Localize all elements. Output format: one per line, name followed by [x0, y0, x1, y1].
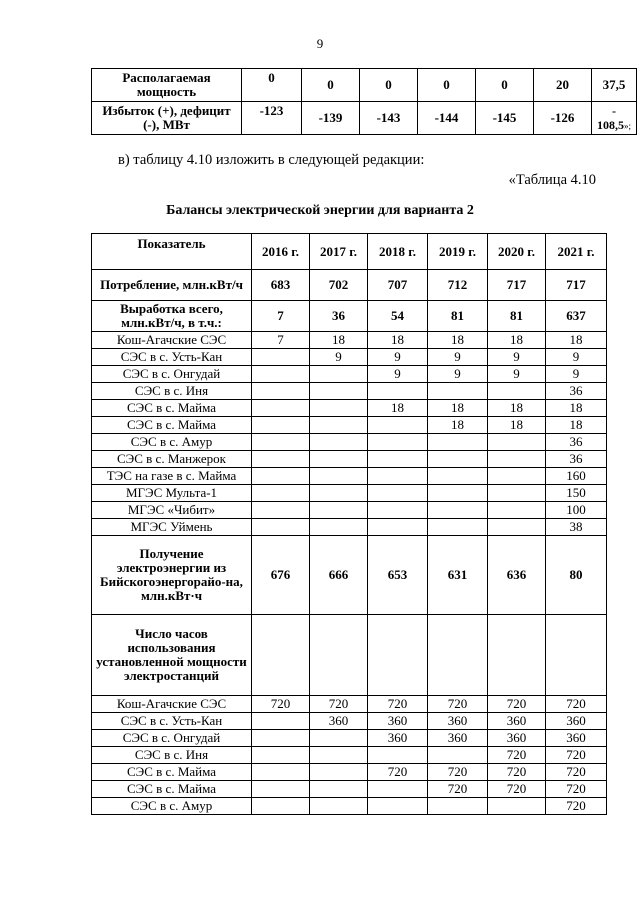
cell: - 108,5»; — [592, 102, 637, 135]
row-label: ТЭС на газе в с. Майма — [92, 468, 252, 485]
row-label: СЭС в с. Онгудай — [92, 366, 252, 383]
cell: 18 — [368, 400, 428, 417]
table-number: «Таблица 4.10 — [508, 172, 596, 188]
row-label: Выработка всего, млн.кВт/ч, в т.ч.: — [92, 301, 252, 332]
table-row — [92, 301, 607, 332]
cell — [488, 615, 546, 696]
cell: 720 — [546, 764, 607, 781]
cell — [310, 615, 368, 696]
cell — [428, 798, 488, 815]
cell — [310, 383, 368, 400]
cell — [252, 502, 310, 519]
cell — [368, 615, 428, 696]
cell: 360 — [428, 713, 488, 730]
cell: -145 — [476, 102, 534, 135]
cell — [428, 485, 488, 502]
cell: 0 — [360, 69, 418, 102]
cell: 636 — [488, 536, 546, 615]
row-label: СЭС в с. Усть-Кан — [92, 713, 252, 730]
cell — [310, 400, 368, 417]
table-row — [92, 102, 637, 135]
cell — [592, 69, 637, 102]
cell-value-tail: 108,5 — [596, 118, 624, 132]
row-label: СЭС в с. Амур — [92, 798, 252, 815]
row-label: Располагаемая мощность — [92, 69, 242, 102]
table-header-row — [92, 234, 607, 270]
table-row — [92, 366, 607, 383]
row-label: СЭС в с. Иня — [92, 747, 252, 764]
row-label: Получение электроэнергии из Бийскогоэнергорайо-на, млн.кВт·ч — [92, 536, 252, 615]
row-label: Избыток (+), дефицит (-), МВт — [92, 102, 242, 135]
cell — [252, 349, 310, 366]
table-row — [92, 713, 607, 730]
cell: 720 — [488, 747, 546, 764]
amendment-text: в) таблицу 4.10 изложить в следующей редакции: — [118, 152, 425, 168]
row-label: Кош-Агачские СЭС — [92, 332, 252, 349]
table-row — [92, 781, 607, 798]
table-row — [92, 468, 607, 485]
cell: 683 — [252, 270, 310, 301]
table-row — [92, 536, 607, 615]
table-row — [92, 434, 607, 451]
cell: 9 — [428, 366, 488, 383]
row-label: СЭС в с. Иня — [92, 383, 252, 400]
cell — [310, 468, 368, 485]
cell — [252, 764, 310, 781]
cell — [252, 798, 310, 815]
column-header-year: 2021 г. — [546, 234, 607, 270]
cell — [252, 400, 310, 417]
cell — [252, 485, 310, 502]
cell: -139 — [302, 102, 360, 135]
cell — [488, 451, 546, 468]
row-label: СЭС в с. Онгудай — [92, 730, 252, 747]
cell: 720 — [488, 764, 546, 781]
cell: 712 — [428, 270, 488, 301]
cell — [428, 519, 488, 536]
cell: 38 — [546, 519, 607, 536]
cell — [310, 502, 368, 519]
cell: 9 — [368, 349, 428, 366]
cell — [310, 417, 368, 434]
column-header-year: 2018 г. — [368, 234, 428, 270]
cell — [310, 798, 368, 815]
cell: 0 — [242, 69, 302, 102]
cell — [488, 502, 546, 519]
cell: 720 — [368, 696, 428, 713]
cell: 9 — [488, 349, 546, 366]
cell — [368, 383, 428, 400]
row-label: СЭС в с. Манжерок — [92, 451, 252, 468]
cell: 720 — [546, 696, 607, 713]
cell: 18 — [488, 417, 546, 434]
cell — [252, 451, 310, 468]
cell — [488, 798, 546, 815]
cell: 0 — [302, 69, 360, 102]
cell: 20 — [534, 69, 592, 102]
table-row — [92, 383, 607, 400]
column-header-year: 2019 г. — [428, 234, 488, 270]
cell: 80 — [546, 536, 607, 615]
cell: 360 — [368, 713, 428, 730]
cell — [488, 519, 546, 536]
cell: 18 — [488, 400, 546, 417]
row-label: СЭС в с. Майма — [92, 764, 252, 781]
cell: 653 — [368, 536, 428, 615]
cell: 360 — [488, 713, 546, 730]
cell — [428, 747, 488, 764]
cell — [310, 747, 368, 764]
cell: -123 — [242, 102, 302, 135]
cell — [428, 451, 488, 468]
table-row — [92, 69, 637, 102]
cell: 676 — [252, 536, 310, 615]
table-row — [92, 400, 607, 417]
cell: 720 — [428, 764, 488, 781]
cell: 7 — [252, 332, 310, 349]
row-label: МГЭС Мульта-1 — [92, 485, 252, 502]
cell — [310, 730, 368, 747]
cell-value: 37,5 — [602, 77, 626, 92]
cell: 720 — [546, 747, 607, 764]
cell — [368, 781, 428, 798]
cell — [368, 519, 428, 536]
cell: 7 — [252, 301, 310, 332]
cell — [252, 615, 310, 696]
row-label: МГЭС Уймень — [92, 519, 252, 536]
cell — [368, 434, 428, 451]
cell: 9 — [428, 349, 488, 366]
cell — [252, 434, 310, 451]
cell — [252, 781, 310, 798]
table-row — [92, 332, 607, 349]
cell: 36 — [546, 383, 607, 400]
cell — [252, 713, 310, 730]
cell: 0 — [418, 69, 476, 102]
table-row — [92, 696, 607, 713]
cell: 702 — [310, 270, 368, 301]
table-row — [92, 747, 607, 764]
column-header-year: 2016 г. — [252, 234, 310, 270]
cell — [368, 747, 428, 764]
cell: 666 — [310, 536, 368, 615]
cell: 9 — [368, 366, 428, 383]
cell — [252, 519, 310, 536]
cell: 36 — [310, 301, 368, 332]
row-label: СЭС в с. Майма — [92, 781, 252, 798]
cell — [310, 485, 368, 502]
cell: 18 — [546, 400, 607, 417]
cell — [428, 502, 488, 519]
cell — [252, 383, 310, 400]
energy-balance-table — [91, 233, 607, 815]
cell — [310, 451, 368, 468]
table-row — [92, 417, 607, 434]
cell: 9 — [310, 349, 368, 366]
cell: 720 — [428, 696, 488, 713]
page-number: 9 — [316, 36, 324, 51]
row-label: Потребление, млн.кВт/ч — [92, 270, 252, 301]
row-label: Число часов использования установленной мощности электростанций — [92, 615, 252, 696]
cell: 36 — [546, 434, 607, 451]
cell: 631 — [428, 536, 488, 615]
cell: 9 — [546, 349, 607, 366]
cell: 160 — [546, 468, 607, 485]
cell: 720 — [546, 781, 607, 798]
cell — [252, 366, 310, 383]
cell: 100 — [546, 502, 607, 519]
cell: 150 — [546, 485, 607, 502]
cell — [310, 519, 368, 536]
cell: 81 — [488, 301, 546, 332]
column-header-indicator: Показатель — [92, 234, 252, 270]
cell: 360 — [368, 730, 428, 747]
cell: 18 — [310, 332, 368, 349]
table-row — [92, 485, 607, 502]
cell: 720 — [368, 764, 428, 781]
cell — [488, 383, 546, 400]
table-row — [92, 502, 607, 519]
cell: -143 — [360, 102, 418, 135]
table-row — [92, 730, 607, 747]
cell: 18 — [428, 332, 488, 349]
cell: 707 — [368, 270, 428, 301]
cell: 720 — [252, 696, 310, 713]
cell: 720 — [428, 781, 488, 798]
cell: 81 — [428, 301, 488, 332]
column-header-year: 2017 г. — [310, 234, 368, 270]
cell: 360 — [546, 713, 607, 730]
cell: 18 — [546, 332, 607, 349]
power-balance-continuation-table — [91, 68, 637, 135]
cell: 18 — [428, 417, 488, 434]
cell — [488, 485, 546, 502]
cell: 18 — [428, 400, 488, 417]
cell — [310, 781, 368, 798]
cell: 18 — [546, 417, 607, 434]
cell: 717 — [488, 270, 546, 301]
cell: -126 — [534, 102, 592, 135]
cell — [368, 451, 428, 468]
cell — [428, 615, 488, 696]
cell: 360 — [488, 730, 546, 747]
table-row — [92, 451, 607, 468]
cell: 9 — [488, 366, 546, 383]
table-title: Балансы электрической энергии для варианта 2 — [166, 203, 474, 218]
cell: -144 — [418, 102, 476, 135]
cell — [368, 485, 428, 502]
cell — [310, 434, 368, 451]
cell: 360 — [310, 713, 368, 730]
cell: 360 — [428, 730, 488, 747]
row-label: МГЭС «Чибит» — [92, 502, 252, 519]
cell — [428, 468, 488, 485]
cell: 0 — [476, 69, 534, 102]
cell — [428, 383, 488, 400]
cell — [488, 468, 546, 485]
cell — [488, 434, 546, 451]
cell — [252, 747, 310, 764]
cell: 9 — [546, 366, 607, 383]
cell — [368, 502, 428, 519]
cell — [252, 730, 310, 747]
table-row — [92, 270, 607, 301]
cell: 720 — [488, 696, 546, 713]
table-row — [92, 764, 607, 781]
cell — [310, 764, 368, 781]
closing-quote: »; — [623, 121, 631, 131]
cell: 54 — [368, 301, 428, 332]
cell — [368, 468, 428, 485]
cell: 36 — [546, 451, 607, 468]
cell — [252, 468, 310, 485]
cell: 720 — [546, 798, 607, 815]
cell — [252, 417, 310, 434]
cell: 717 — [546, 270, 607, 301]
cell: 720 — [310, 696, 368, 713]
cell — [546, 615, 607, 696]
row-label: СЭС в с. Майма — [92, 400, 252, 417]
row-label: СЭС в с. Амур — [92, 434, 252, 451]
table-row — [92, 615, 607, 696]
cell: 720 — [488, 781, 546, 798]
column-header-year: 2020 г. — [488, 234, 546, 270]
cell — [368, 417, 428, 434]
cell: 637 — [546, 301, 607, 332]
row-label: Кош-Агачские СЭС — [92, 696, 252, 713]
cell: 18 — [368, 332, 428, 349]
row-label: СЭС в с. Майма — [92, 417, 252, 434]
cell — [428, 434, 488, 451]
cell — [310, 366, 368, 383]
cell: 360 — [546, 730, 607, 747]
table-row — [92, 349, 607, 366]
table-row — [92, 519, 607, 536]
table-row — [92, 798, 607, 815]
cell — [368, 798, 428, 815]
cell: 18 — [488, 332, 546, 349]
row-label: СЭС в с. Усть-Кан — [92, 349, 252, 366]
